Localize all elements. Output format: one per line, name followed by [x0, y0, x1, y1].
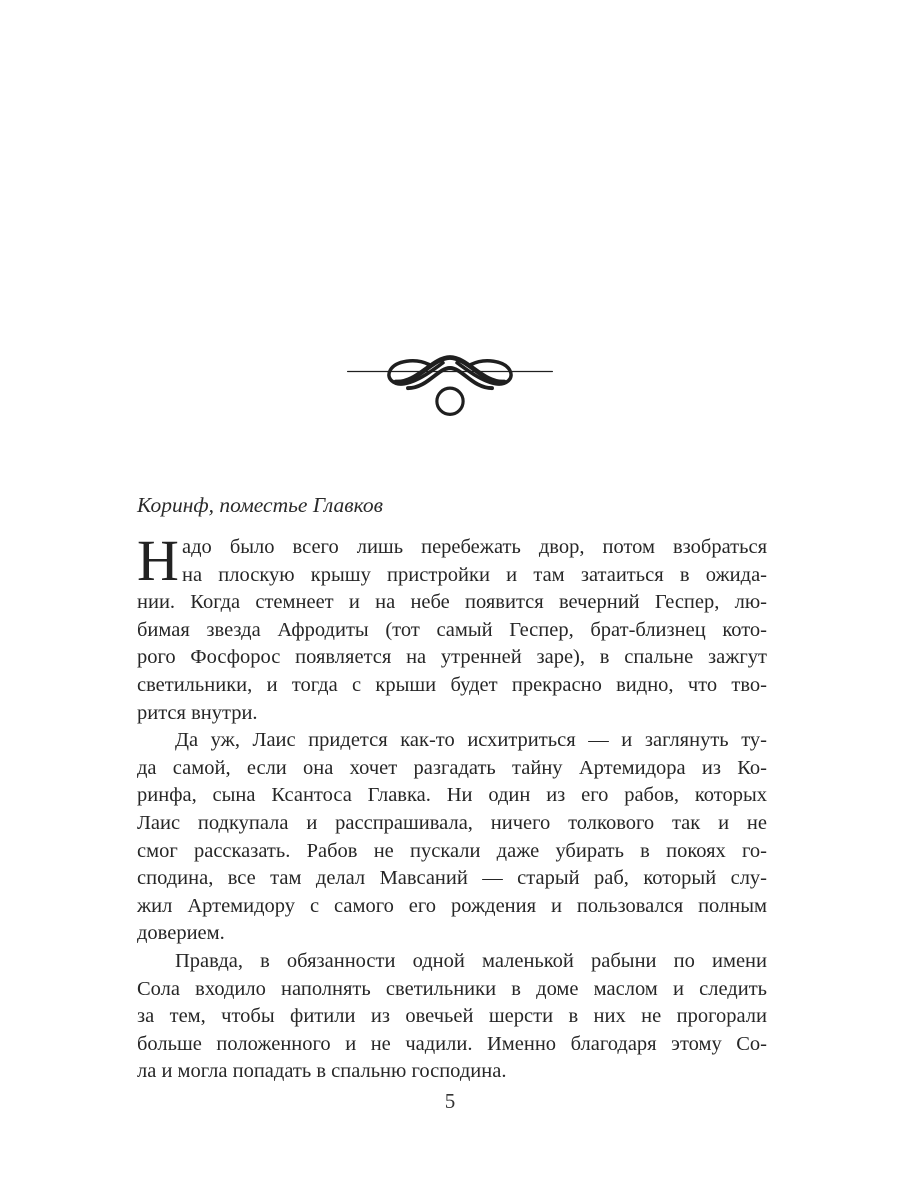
text-line: адо было всего лишь перебежать двор, потом взобраться [182, 536, 767, 558]
text-line: нии. Когда стемнеет и на небе появится вечерний Геспер, лю- [137, 591, 767, 614]
text-line: бимая звезда Афродиты (тот самый Геспер, брат-близнец кото- [137, 618, 767, 641]
text-line: ла и могла попадать в спальню господина. [137, 1060, 507, 1083]
paragraph-3 [137, 948, 767, 1086]
paragraph-1 [137, 528, 767, 727]
text-line: да самой, если она хочет разгадать тайну Артемидора из Ко- [137, 756, 767, 779]
drop-cap: Н [137, 528, 179, 593]
body-text [137, 528, 767, 1086]
text-line: доверием. [137, 922, 225, 945]
text-line: жил Артемидору с самого его рождения и пользовался полным [137, 894, 767, 917]
page-number: 5 [444, 1089, 456, 1113]
paragraph-2 [137, 727, 767, 948]
flourish-divider-icon [345, 338, 555, 426]
text-line: за тем, чтобы фитили из овечьей шерсти в них не прогорали [137, 1005, 767, 1028]
text-line: смог рассказать. Рабов не пускали даже убирать в покоях го- [137, 839, 767, 862]
text-line: Правда, в обязанности одной маленькой рабыни по имени [175, 949, 767, 972]
text-line: Сола входило наполнять светильники в доме маслом и следить [137, 977, 767, 1000]
text-line: больше положенного и не чадили. Именно благодаря этому Со- [137, 1032, 767, 1055]
text-line: светильники, и тогда с крыши будет прекрасно видно, что тво- [137, 673, 767, 696]
dateline: Коринф, поместье Главков [137, 493, 383, 517]
text-line: Да уж, Лаис придется как-то исхитриться — и заглянуть ту- [175, 729, 767, 752]
text-line: сподина, все там делал Мавсаний — старый раб, который слу- [137, 867, 767, 890]
text-line: Лаис подкупала и расспрашивала, ничего толкового так и не [137, 811, 767, 834]
text-line: рится внутри. [137, 701, 258, 724]
text-line: рого Фосфорос появляется на утренней заре), в спальне зажгут [137, 646, 767, 669]
text-line: ринфа, сына Ксантоса Главка. Ни один из его рабов, которых [137, 784, 767, 807]
text-line: на плоскую крышу пристройки и там затаиться в ожида- [182, 563, 767, 586]
